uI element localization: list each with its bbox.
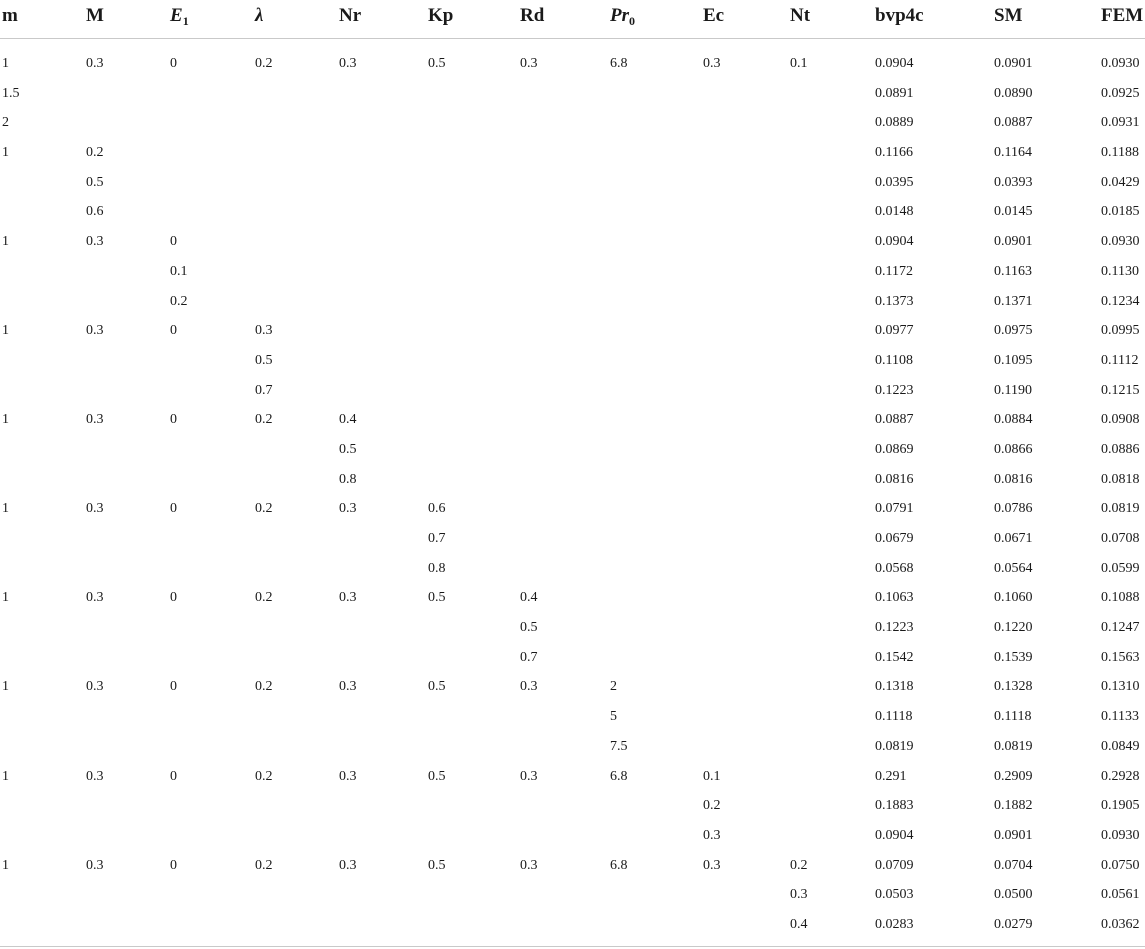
table-cell: 0.1118 — [875, 709, 913, 725]
table-cell: 0.0884 — [994, 412, 1033, 428]
table-cell: 0.1166 — [875, 145, 913, 161]
column-header: m — [2, 5, 18, 26]
column-header: Ec — [703, 5, 725, 26]
table-cell: 0.0887 — [875, 412, 914, 428]
table-row — [0, 259, 1145, 289]
table-cell: 0.1882 — [994, 798, 1033, 814]
table-row — [0, 526, 1145, 556]
table-row — [0, 853, 1145, 883]
table-cell: 0.2 — [255, 501, 273, 517]
table-cell: 0.3 — [86, 323, 104, 339]
table-cell: 0.0279 — [994, 916, 1033, 932]
table-cell: 0.1373 — [875, 293, 914, 309]
table-cell: 0.1 — [170, 263, 188, 279]
table-row — [0, 734, 1145, 764]
table-cell: 0.1118 — [994, 709, 1032, 725]
table-cell: 0.0869 — [875, 441, 914, 457]
table-row — [0, 348, 1145, 378]
table-row — [0, 882, 1145, 912]
table-cell: 1 — [2, 412, 9, 428]
table-cell: 0.2909 — [994, 768, 1033, 784]
table-cell: 0.2 — [255, 857, 273, 873]
table-cell: 0.1220 — [994, 620, 1033, 636]
table-cell: 0.0709 — [875, 857, 914, 873]
table-cell: 6.8 — [610, 56, 628, 71]
table-row — [0, 823, 1145, 853]
table-cell: 0.1088 — [1101, 590, 1140, 606]
table-row — [0, 170, 1145, 200]
table-cell: 1 — [2, 501, 9, 517]
table-cell: 0.291 — [875, 768, 907, 784]
column-header: Kp — [428, 5, 454, 26]
table-cell: 0.1539 — [994, 649, 1033, 665]
column-header: SM — [994, 5, 1023, 26]
table-cell: 0.0816 — [994, 471, 1033, 487]
table-cell: 0.0901 — [994, 234, 1033, 250]
table-cell: 0.0671 — [994, 531, 1033, 546]
table-row — [0, 378, 1145, 408]
table-cell: 0.3 — [520, 56, 538, 71]
table-cell: 0.2 — [255, 590, 273, 606]
table-cell: 1 — [2, 768, 9, 784]
table-cell: 0.0148 — [875, 204, 914, 220]
table-row — [0, 110, 1145, 140]
table-cell: 0.5 — [255, 352, 273, 368]
table-cell: 6.8 — [610, 768, 628, 784]
table-body — [0, 51, 1145, 942]
table-cell: 0.0818 — [1101, 471, 1140, 487]
table-cell: 0.1563 — [1101, 649, 1140, 665]
table-cell: 0.2 — [86, 145, 104, 161]
table-cell: 0.0395 — [875, 174, 914, 190]
table-cell: 0.3 — [339, 679, 357, 695]
table-cell: 0.0561 — [1101, 887, 1140, 903]
table-cell: 0.1 — [790, 56, 808, 71]
table-cell: 0.3 — [339, 590, 357, 606]
table-cell: 0.5 — [86, 174, 104, 190]
table-cell: 0.1164 — [994, 145, 1032, 161]
table-cell: 0.0904 — [875, 234, 914, 250]
table-cell: 6.8 — [610, 857, 628, 873]
table-row — [0, 51, 1145, 81]
table-cell: 0.0679 — [875, 531, 914, 546]
table-cell: 0.5 — [520, 620, 538, 636]
table-cell: 0.0503 — [875, 887, 914, 903]
table-cell: 0.0901 — [994, 827, 1033, 843]
table-cell: 0.0819 — [994, 738, 1033, 754]
table-cell: 0.4 — [790, 916, 808, 932]
table-cell: 0 — [170, 501, 177, 517]
table-cell: 0.3 — [86, 56, 104, 71]
table-cell: 0.1328 — [994, 679, 1033, 695]
table-cell: 0.0901 — [994, 56, 1033, 71]
table-cell: 0.3 — [790, 887, 808, 903]
table-cell: 0.1112 — [1101, 352, 1139, 368]
table-cell: 0.2 — [255, 412, 273, 428]
table-cell: 0.0930 — [1101, 827, 1140, 843]
table-cell: 0.7 — [520, 649, 538, 665]
table-cell: 0.0931 — [1101, 115, 1140, 131]
table-cell: 0.1215 — [1101, 382, 1140, 398]
table-row — [0, 645, 1145, 675]
table-cell: 0.1 — [703, 768, 721, 784]
table-cell: 0.1318 — [875, 679, 914, 695]
table-cell: 0.2928 — [1101, 768, 1140, 784]
table-cell: 0 — [170, 412, 177, 428]
table-cell: 0.3 — [703, 857, 721, 873]
table-row — [0, 81, 1145, 111]
table-cell: 0 — [170, 679, 177, 695]
table-cell: 0.0908 — [1101, 412, 1140, 428]
table-cell: 0.3 — [520, 768, 538, 784]
column-header: λ — [255, 5, 264, 26]
table-row — [0, 615, 1145, 645]
table-row — [0, 318, 1145, 348]
table-cell: 0.2 — [255, 56, 273, 71]
table-cell: 0.0145 — [994, 204, 1033, 220]
table-cell: 0.1310 — [1101, 679, 1140, 695]
table-cell: 0.5 — [428, 679, 446, 695]
table-cell: 0.0786 — [994, 501, 1033, 517]
table-cell: 0.3 — [86, 857, 104, 873]
table-cell: 2 — [2, 115, 9, 131]
table-cell: 0.5 — [428, 56, 446, 71]
table-cell: 0 — [170, 857, 177, 873]
table-cell: 0.1063 — [875, 590, 914, 606]
table-cell: 0.3 — [86, 768, 104, 784]
table-cell: 0.4 — [520, 590, 538, 606]
table-cell: 0.1223 — [875, 382, 914, 398]
column-header: Nt — [790, 5, 811, 26]
table-cell: 0.0362 — [1101, 916, 1140, 932]
table-cell: 0.0904 — [875, 56, 914, 71]
table-cell: 0.1247 — [1101, 620, 1140, 636]
table-cell: 0.1542 — [875, 649, 914, 665]
table-cell: 0.0930 — [1101, 234, 1140, 250]
table-row — [0, 556, 1145, 586]
table-cell: 0.0819 — [875, 738, 914, 754]
table-cell: 0 — [170, 323, 177, 339]
table-row — [0, 229, 1145, 259]
table-cell: 1 — [2, 234, 9, 250]
table-cell: 0.3 — [86, 412, 104, 428]
table-cell: 1 — [2, 590, 9, 606]
table-cell: 0.1172 — [875, 263, 913, 279]
table-cell: 0.0995 — [1101, 323, 1140, 339]
table-cell: 0.0564 — [994, 560, 1033, 576]
table-cell: 0.0704 — [994, 857, 1033, 873]
table-cell: 0.7 — [255, 382, 273, 398]
table-cell: 0.0866 — [994, 441, 1033, 457]
table-cell: 1 — [2, 56, 9, 71]
table-cell: 0.3 — [339, 501, 357, 517]
table-cell: 0.0891 — [875, 85, 914, 101]
table-cell: 0.0500 — [994, 887, 1033, 903]
table-row — [0, 764, 1145, 794]
table-row — [0, 467, 1145, 497]
table-cell: 0.0975 — [994, 323, 1033, 339]
table-cell: 0.1108 — [875, 352, 913, 368]
table-row — [0, 704, 1145, 734]
table-cell: 1 — [2, 679, 9, 695]
table-cell: 0.0816 — [875, 471, 914, 487]
table-cell: 0.1163 — [994, 263, 1032, 279]
table-cell: 0.0185 — [1101, 204, 1140, 220]
table-cell: 0.3 — [339, 857, 357, 873]
table-cell: 0.3 — [520, 679, 538, 695]
table-cell: 0.3 — [255, 323, 273, 339]
table-cell: 0.3 — [703, 827, 721, 843]
table-cell: 0.0283 — [875, 916, 914, 932]
table-cell: 0.5 — [428, 768, 446, 784]
column-header: $E_1$ — [170, 5, 189, 28]
table-cell: 7.5 — [610, 738, 628, 754]
table-cell: 0.4 — [339, 412, 357, 428]
column-header: FEM — [1101, 5, 1144, 26]
table-cell: 0.0429 — [1101, 174, 1140, 190]
table-cell: 0.6 — [428, 501, 446, 517]
table-cell: 0.2 — [170, 293, 188, 309]
table-cell: 0.1130 — [1101, 263, 1139, 279]
table-cell: 0.1883 — [875, 798, 914, 814]
table-cell: 0.3 — [339, 56, 357, 71]
table-cell: 0.8 — [339, 471, 357, 487]
table-row — [0, 407, 1145, 437]
table-cell: 0.2 — [790, 857, 808, 873]
table-cell: 0.3 — [703, 56, 721, 71]
table-cell: 0 — [170, 234, 177, 250]
table-cell: 0.6 — [86, 204, 104, 220]
table-cell: 5 — [610, 709, 617, 725]
table-cell: 0.0849 — [1101, 738, 1140, 754]
table-cell: 0.1060 — [994, 590, 1033, 606]
table-cell: 0.7 — [428, 531, 446, 546]
table-cell: 0.3 — [86, 234, 104, 250]
table-row — [0, 585, 1145, 615]
table-cell: 0.1095 — [994, 352, 1033, 368]
table-cell: 0 — [170, 56, 177, 71]
table-cell: 0.0904 — [875, 827, 914, 843]
column-header: $Pr_0$ — [610, 5, 635, 28]
table-cell: 0.5 — [339, 441, 357, 457]
table-cell: 0.0977 — [875, 323, 914, 339]
table-cell: 0.3 — [86, 501, 104, 517]
table-cell: 0.2 — [255, 679, 273, 695]
table-cell: 0.3 — [86, 679, 104, 695]
table-cell: 0.0750 — [1101, 857, 1140, 873]
table-bottom-rule — [0, 946, 1145, 947]
table-cell: 0.3 — [520, 857, 538, 873]
table-cell: 0.0708 — [1101, 531, 1140, 546]
table-cell: 0.0791 — [875, 501, 914, 517]
column-header: bvp4c — [875, 5, 924, 26]
column-header: Rd — [520, 5, 545, 26]
table-cell: 0.0886 — [1101, 441, 1140, 457]
table-cell: 0 — [170, 768, 177, 784]
table-cell: 1.5 — [2, 85, 20, 101]
table-cell: 0.1371 — [994, 293, 1033, 309]
table-cell: 0.0889 — [875, 115, 914, 131]
table-row — [0, 437, 1145, 467]
table-row — [0, 289, 1145, 319]
table-cell: 0.5 — [428, 857, 446, 873]
table-cell: 0.0887 — [994, 115, 1033, 131]
table-cell: 2 — [610, 679, 617, 695]
table-cell: 0.1234 — [1101, 293, 1140, 309]
table-row — [0, 912, 1145, 942]
table-row — [0, 674, 1145, 704]
table-cell: 0.0599 — [1101, 560, 1140, 576]
table-cell: 0.2 — [703, 798, 721, 814]
table-row — [0, 496, 1145, 526]
table-cell: 0 — [170, 590, 177, 606]
table-cell: 0.3 — [86, 590, 104, 606]
column-header: Nr — [339, 5, 362, 26]
table-cell: 0.0930 — [1101, 56, 1140, 71]
table-cell: 0.1188 — [1101, 145, 1139, 161]
table-cell: 0.5 — [428, 590, 446, 606]
table-cell: 1 — [2, 145, 9, 161]
table-cell: 0.1905 — [1101, 798, 1140, 814]
table-row — [0, 140, 1145, 170]
table-header-row — [0, 0, 1145, 39]
table-cell: 0.3 — [339, 768, 357, 784]
table-cell: 0.0568 — [875, 560, 914, 576]
table-row — [0, 199, 1145, 229]
table-cell: 0.1133 — [1101, 709, 1139, 725]
table-cell: 0.2 — [255, 768, 273, 784]
table-cell: 1 — [2, 857, 9, 873]
table-row — [0, 793, 1145, 823]
table-cell: 0.1223 — [875, 620, 914, 636]
table-cell: 1 — [2, 323, 9, 339]
column-header: M — [86, 5, 104, 26]
table-cell: 0.0925 — [1101, 85, 1140, 101]
table-cell: 0.0890 — [994, 85, 1033, 101]
table-cell: 0.0819 — [1101, 501, 1140, 517]
table-cell: 0.0393 — [994, 174, 1033, 190]
table-cell: 0.1190 — [994, 382, 1032, 398]
table-cell: 0.8 — [428, 560, 446, 576]
